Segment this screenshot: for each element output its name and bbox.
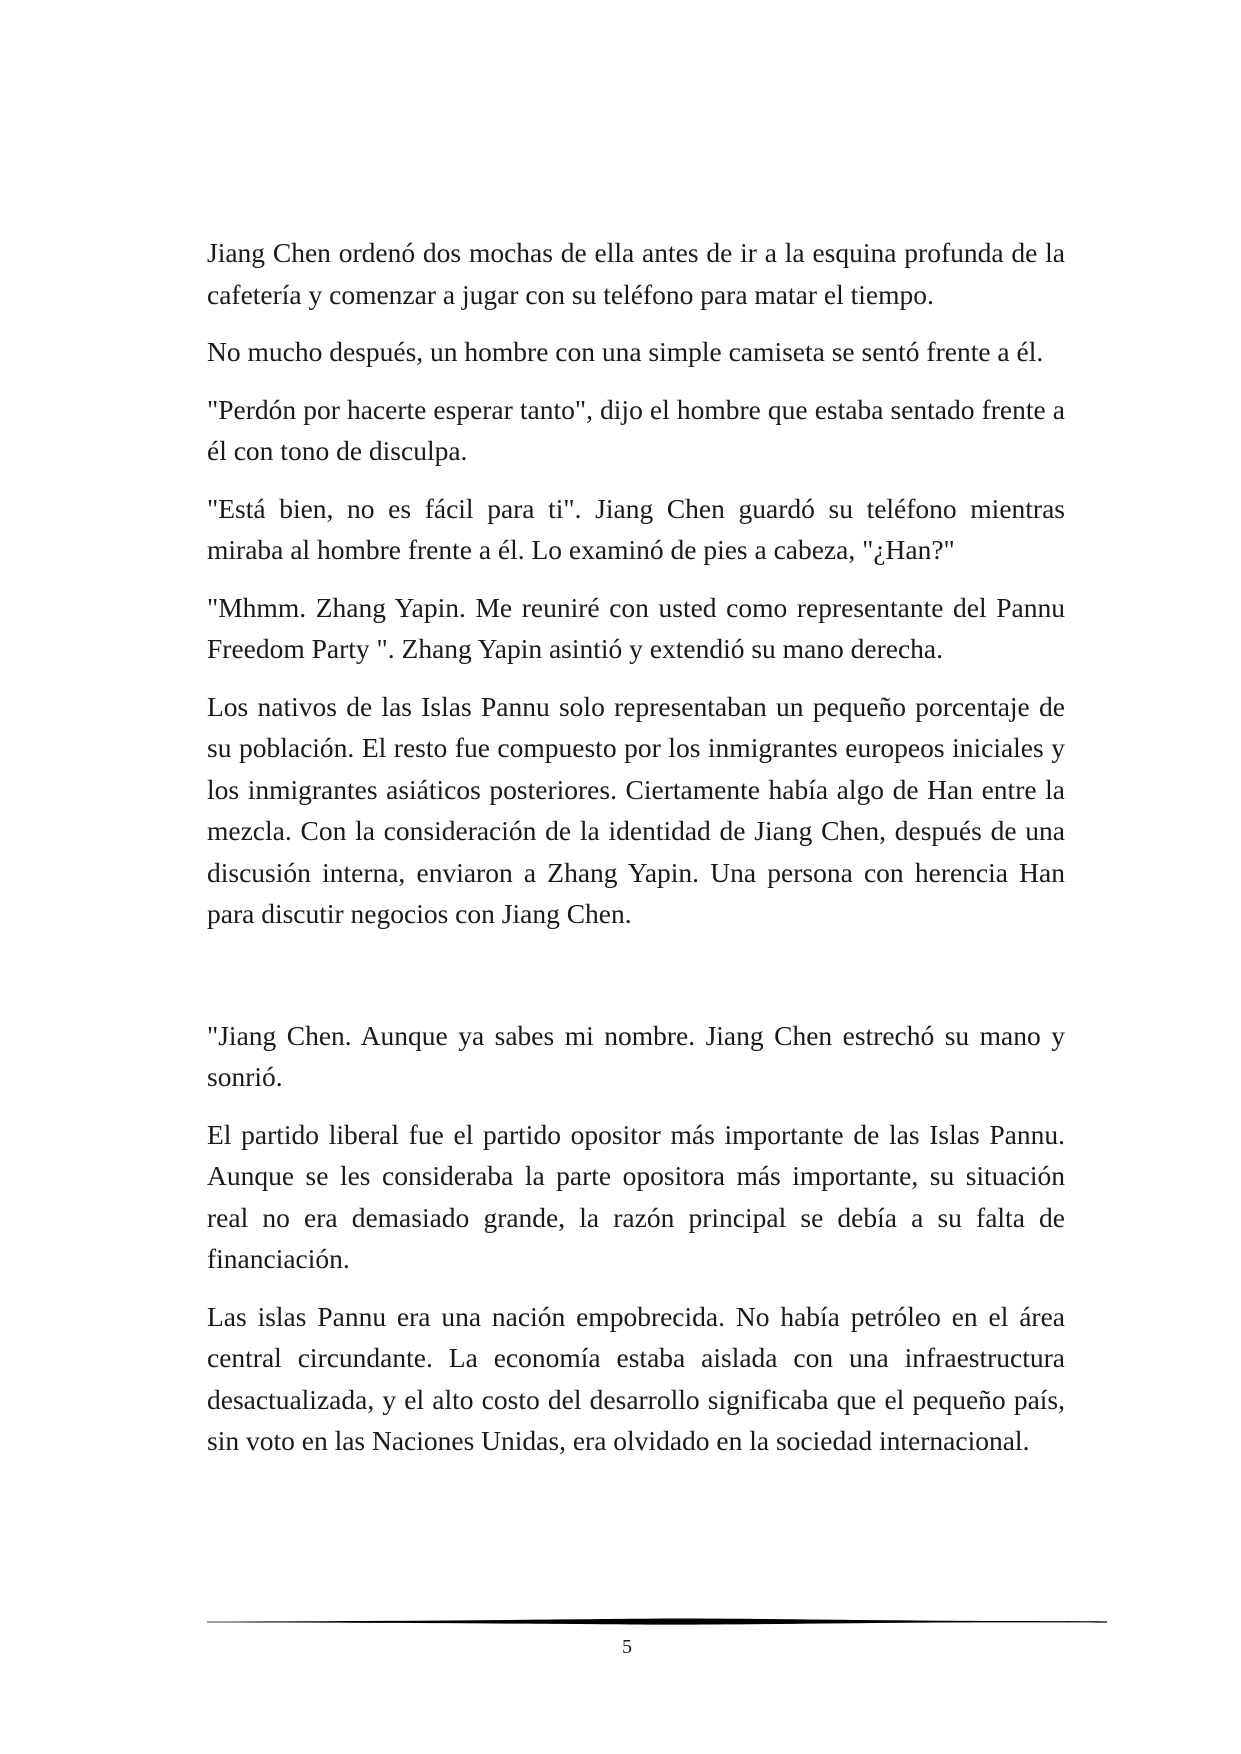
paragraph: Las islas Pannu era una nación empobrecida. No había petróleo en el área central circundante. La economía estaba aislada con una infraestructura desactualizada, y el alto costo del desarrollo significaba que el pequeño país, sin voto en las Naciones Unidas, era olvidado en la sociedad internacional. [207,1300,1065,1456]
body-text [207,232,1065,1478]
footer-divider [207,1617,1107,1627]
page-number: 5 [622,1636,632,1658]
paragraph: No mucho después, un hombre con una simple camiseta se sentó frente a él. [207,336,1044,367]
paragraph: El partido liberal fue el partido opositor más importante de las Islas Pannu. Aunque se les consideraba la parte opositora más importante, su situación real no era demasiado grande, la razón principal se debía a su falta de financiación. [207,1118,1065,1274]
paragraph: "Mhmm. Zhang Yapin. Me reuniré con usted como representante del Pannu Freedom Party ". Zhang Yapin asintió y extendió su mano derecha. [207,591,1065,664]
paragraph: Jiang Chen ordenó dos mochas de ella antes de ir a la esquina profunda de la cafetería y comenzar a jugar con su teléfono para matar el tiempo. [207,237,1065,310]
paragraph: "Perdón por hacerte esperar tanto", dijo el hombre que estaba sentado frente a él con tono de disculpa. [207,393,1065,466]
paragraph: "Jiang Chen. Aunque ya sabes mi nombre. Jiang Chen estrechó su mano y sonrió. [207,1019,1065,1092]
paragraph: Los nativos de las Islas Pannu solo representaban un pequeño porcentaje de su población. El resto fue compuesto por los inmigrantes europeos iniciales y los inmigrantes asiáticos posteriores. Ciertamente había algo de Han entre la mezcla. Con la consideración de la identidad de Jiang Chen, después de una discusión interna, enviaron a Zhang Yapin. Una persona con herencia Han para discutir negocios con Jiang Chen. [207,690,1065,929]
paragraph: "Está bien, no es fácil para ti". Jiang Chen guardó su teléfono mientras miraba al hombre frente a él. Lo examinó de pies a cabeza, "¿Han?" [207,492,1065,565]
